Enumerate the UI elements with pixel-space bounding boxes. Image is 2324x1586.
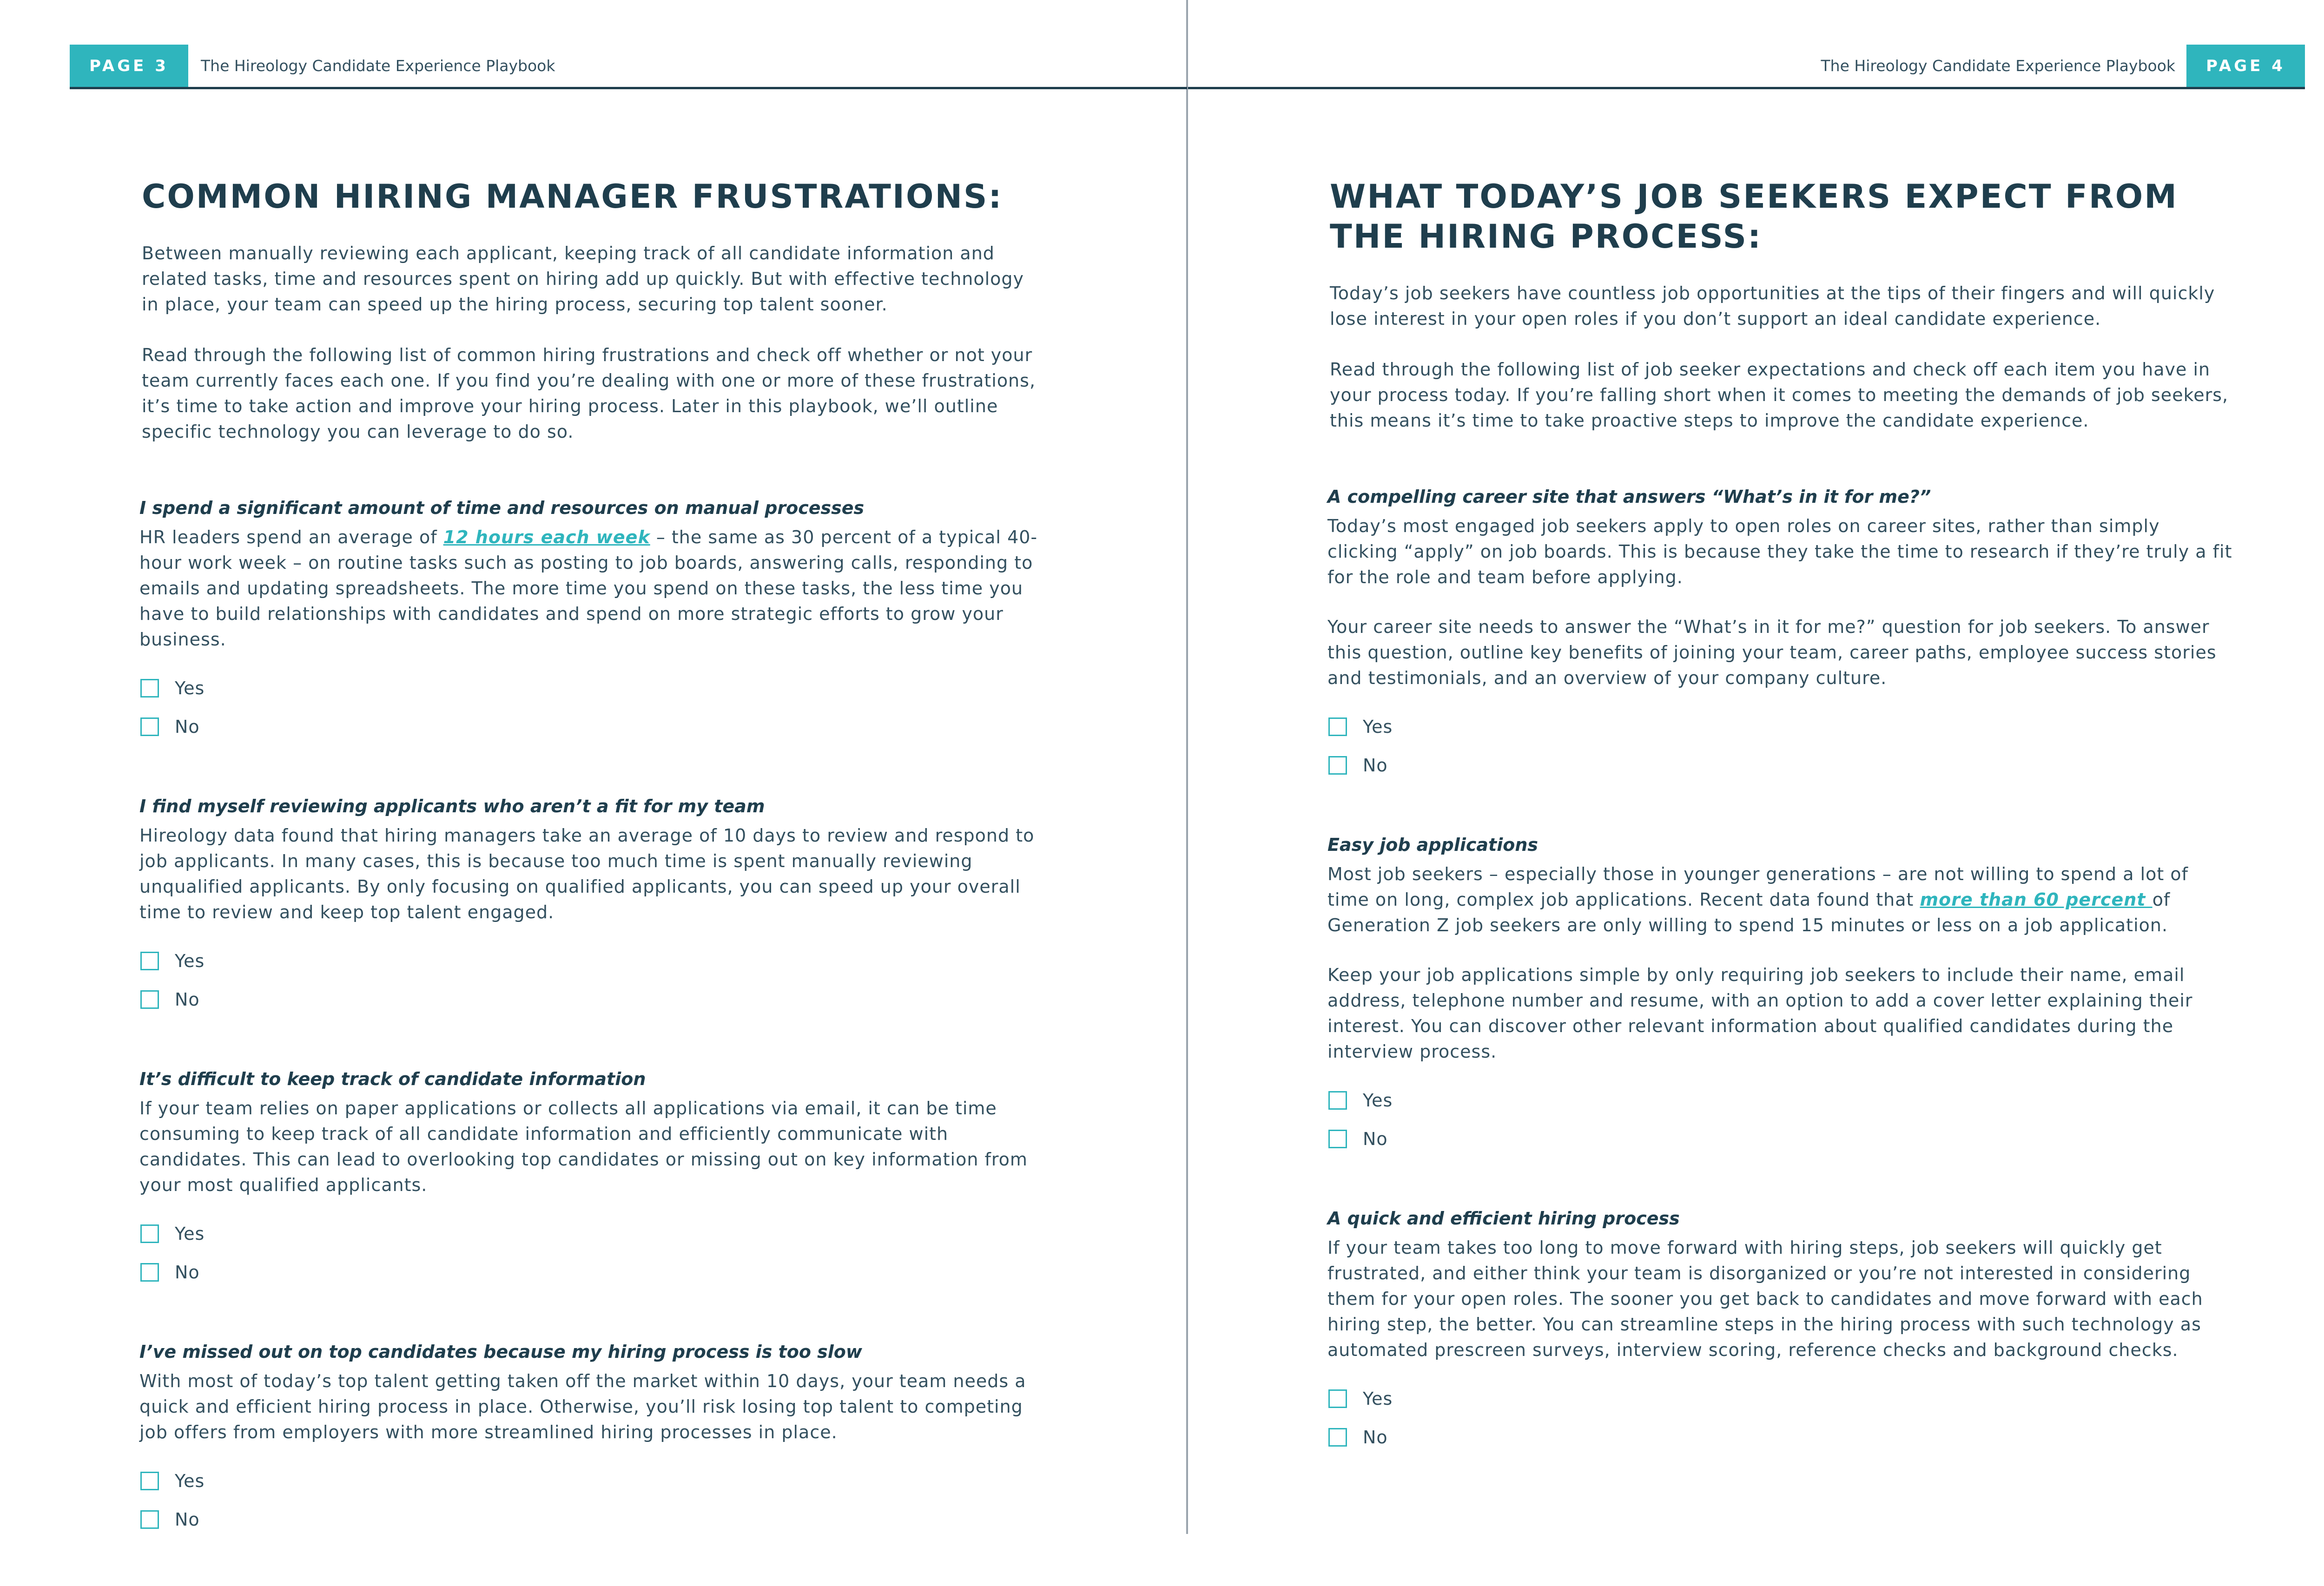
yes-label: Yes	[1363, 1389, 1393, 1409]
no-label: No	[175, 717, 200, 737]
left-page	[0, 0, 1187, 1534]
empty-checkbox-icon[interactable]	[140, 717, 159, 736]
no-label: No	[175, 1262, 200, 1283]
checklist-item	[1327, 832, 2234, 1151]
no-option[interactable]	[139, 1261, 1046, 1284]
item-body-text: – the same as 30 percent of a typical 40-hour work week – on routine tasks such as posting to job boards, answering calls, responding to emails and updating spreadsheets. The more time you spend on these tasks, the less time you have to build relationships with candidates and spend on more strategic efforts to grow your business.	[139, 527, 1038, 650]
item-body: Hireology data found that hiring managers take an average of 10 days to review and respond to job applicants. In many cases, this is because too much time is spent manually reviewing unqualified applicants. By only focusing on qualified applicants, you can speed up your overall time to review and keep top talent engaged.	[139, 825, 1035, 922]
item-body: Keep your job applications simple by only requiring job seekers to include their name, email address, telephone number and resume, with an option to add a cover letter explaining their interest. You can discover other relevant information about qualified candidates during the interview process.	[1327, 965, 2193, 1062]
empty-checkbox-icon[interactable]	[140, 679, 159, 698]
empty-checkbox-icon[interactable]	[1328, 1130, 1347, 1148]
page-number-badge: PAGE 3	[70, 45, 188, 87]
item-heading: Easy job applications	[1327, 835, 1538, 855]
yes-label: Yes	[1363, 1090, 1393, 1111]
checklist-item	[1327, 1205, 2234, 1449]
empty-checkbox-icon[interactable]	[1328, 1428, 1347, 1447]
running-title: The Hireology Candidate Experience Playbook	[201, 57, 555, 75]
no-option[interactable]	[1327, 1426, 2234, 1449]
item-heading: I spend a significant amount of time and resources on manual processes	[139, 498, 865, 518]
running-title: The Hireology Candidate Experience Playbook	[1821, 57, 2175, 75]
yes-label: Yes	[175, 1471, 205, 1491]
no-option[interactable]	[139, 1508, 1046, 1531]
no-label: No	[1363, 1129, 1388, 1149]
source-link[interactable]: 12 hours each week	[443, 527, 650, 547]
right-page	[1188, 0, 2324, 1534]
empty-checkbox-icon[interactable]	[1328, 1091, 1347, 1110]
intro-block	[139, 241, 1046, 445]
empty-checkbox-icon[interactable]	[140, 1510, 159, 1529]
intro-paragraph: Read through the following list of common hiring frustrations and check off whether or not your team currently faces each one. If you find you’re dealing with one or more of these frustrations, it’s time to take action and improve your hiring process. Later in this playbook, we’ll outline specific technology you can leverage to do so.	[142, 345, 1036, 442]
item-body-text: of Generation Z job seekers are only willing to spend 15 minutes or less on a job application.	[1327, 889, 2171, 935]
empty-checkbox-icon[interactable]	[1328, 1389, 1347, 1408]
yes-option[interactable]	[1327, 1089, 2234, 1112]
intro-paragraph: Read through the following list of job seeker expectations and check off each item you have in your process today. If you’re falling short when it comes to meeting the demands of job seekers, this means it’s time to take proactive steps to improve the candidate experience.	[1330, 359, 2229, 431]
yes-option[interactable]	[139, 677, 1046, 700]
empty-checkbox-icon[interactable]	[1328, 717, 1347, 736]
no-option[interactable]	[139, 988, 1046, 1011]
no-option[interactable]	[1327, 754, 2234, 777]
item-body: Today’s most engaged job seekers apply to open roles on career sites, rather than simply clicking “apply” on job boards. This is because they take the time to research if they’re truly a fit for the role and team before applying.	[1327, 516, 2232, 587]
section-title: WHAT TODAY’S JOB SEEKERS EXPECT FROM THE HIRING PROCESS:	[1330, 178, 2178, 256]
yes-option[interactable]	[1327, 1387, 2234, 1410]
empty-checkbox-icon[interactable]	[140, 1472, 159, 1490]
right-page-content	[1327, 177, 2234, 1504]
no-label: No	[175, 989, 200, 1010]
intro-block	[1327, 281, 2234, 434]
item-heading: It’s difficult to keep track of candidate information	[139, 1069, 646, 1089]
item-body: If your team relies on paper applications or collects all applications via email, it can be time consuming to keep track of all candidate information and efficiently communicate with candidates. This can lead to overlooking top candidates or missing out on key information from your most qualified applicants.	[139, 1098, 1028, 1195]
yes-label: Yes	[175, 678, 205, 698]
checklist-item	[139, 793, 1046, 1011]
empty-checkbox-icon[interactable]	[140, 952, 159, 970]
yes-label: Yes	[1363, 717, 1393, 737]
item-body: If your team takes too long to move forward with hiring steps, job seekers will quickly get frustrated, and either think your team is disorganized or you’re not interested in considering them for your open roles. The sooner you get back to candidates and move forward with each hiring step, the better. You can streamline steps in the hiring process with such technology as automated prescreen surveys, interview scoring, reference checks and background checks.	[1327, 1237, 2203, 1360]
no-label: No	[1363, 1427, 1388, 1448]
intro-paragraph: Between manually reviewing each applicant, keeping track of all candidate information and related tasks, time and resources spent on hiring add up quickly. But with effective technology in place, your team can speed up the hiring process, securing top talent sooner.	[142, 243, 1024, 315]
no-label: No	[1363, 755, 1388, 776]
item-heading: I’ve missed out on top candidates because my hiring process is too slow	[139, 1342, 863, 1362]
header-rule	[1188, 87, 2305, 89]
item-body-text: Most job seekers – especially those in younger generations – are not willing to spend a lot of time on long, complex job applications. Recent data found that	[1327, 864, 2189, 910]
item-heading: A compelling career site that answers “What’s in it for me?”	[1327, 487, 1931, 507]
yes-option[interactable]	[139, 1469, 1046, 1493]
yes-label: Yes	[175, 1224, 205, 1244]
empty-checkbox-icon[interactable]	[140, 1263, 159, 1282]
empty-checkbox-icon[interactable]	[140, 1224, 159, 1243]
checklist-item	[1327, 484, 2234, 777]
checklist-item	[139, 1339, 1046, 1531]
item-body	[139, 525, 1046, 652]
item-body	[1327, 862, 2234, 938]
item-body: With most of today’s top talent getting taken off the market within 10 days, your team needs a quick and efficient hiring process in place. Otherwise, you’ll risk losing top talent to competing job offers from employers with more streamlined hiring processes in place.	[139, 1371, 1026, 1442]
checklist-item	[139, 1066, 1046, 1284]
header-rule	[70, 87, 1187, 89]
empty-checkbox-icon[interactable]	[1328, 756, 1347, 775]
no-option[interactable]	[1327, 1127, 2234, 1151]
source-link[interactable]: more than 60 percent	[1920, 889, 2152, 910]
yes-option[interactable]	[139, 949, 1046, 973]
left-page-content	[139, 177, 1046, 1586]
page-number-badge: PAGE 4	[2186, 45, 2305, 87]
no-option[interactable]	[139, 715, 1046, 738]
item-heading: A quick and efficient hiring process	[1327, 1208, 1680, 1229]
item-body-text: HR leaders spend an average of	[139, 527, 443, 547]
section-title: COMMON HIRING MANAGER FRUSTRATIONS:	[142, 178, 1003, 216]
yes-option[interactable]	[139, 1222, 1046, 1245]
yes-option[interactable]	[1327, 715, 2234, 738]
yes-label: Yes	[175, 951, 205, 971]
item-heading: I find myself reviewing applicants who aren’t a fit for my team	[139, 796, 765, 816]
checklist-item	[139, 495, 1046, 738]
empty-checkbox-icon[interactable]	[140, 990, 159, 1009]
item-body: Your career site needs to answer the “What’s in it for me?” question for job seekers. To answer this question, outline key benefits of joining your team, career paths, employee success stories and testimonials, and an overview of your company culture.	[1327, 617, 2217, 688]
intro-paragraph: Today’s job seekers have countless job opportunities at the tips of their fingers and will quickly lose interest in your open roles if you don’t support an ideal candidate experience.	[1330, 283, 2215, 329]
no-label: No	[175, 1509, 200, 1530]
